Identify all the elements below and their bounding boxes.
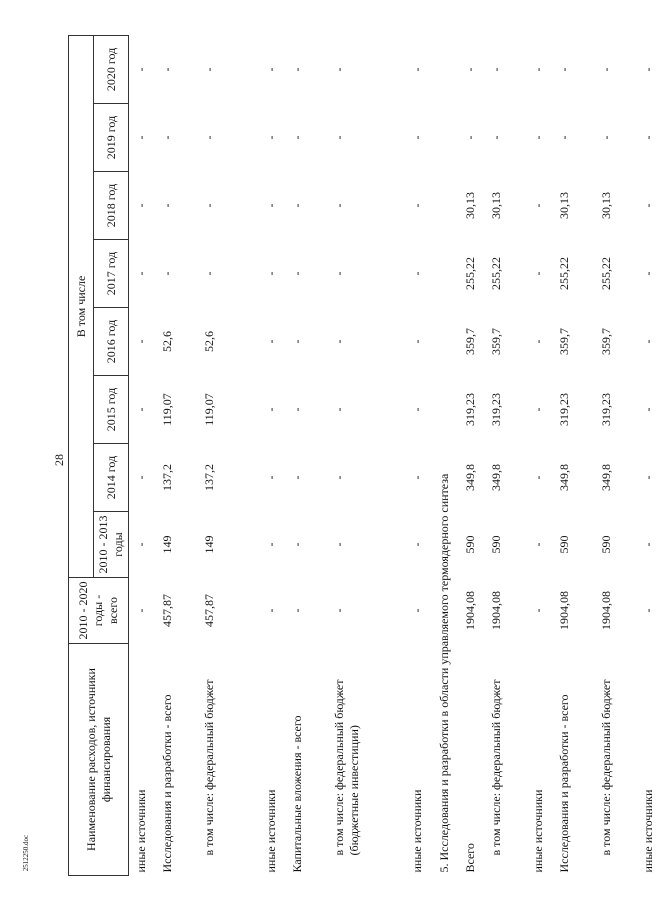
table-row	[526, 35, 552, 875]
cell-value: -	[488, 67, 503, 72]
cell-value: 137,2	[159, 464, 174, 491]
cell-value: -	[640, 271, 655, 276]
cell-value: -	[263, 271, 278, 276]
cell-value: -	[289, 135, 304, 140]
cell-value: -	[331, 608, 346, 613]
cell-value: -	[201, 271, 216, 276]
cell-value: -	[409, 135, 424, 140]
table-row	[552, 35, 594, 875]
cell-value: -	[331, 135, 346, 140]
cell-value: -	[201, 67, 216, 72]
cell-value: -	[134, 339, 148, 344]
table-row	[594, 35, 636, 875]
header-year-2014: 2014 год	[94, 444, 129, 512]
cell-value: 349,8	[488, 464, 503, 491]
cell-value: 255,22	[556, 257, 571, 290]
cell-value: -	[134, 475, 148, 480]
row-label: в том числе: федеральный бюджет	[488, 679, 503, 856]
header-year-2017: 2017 год	[94, 240, 129, 308]
row-label: иные источники	[263, 789, 278, 873]
cell-value: -	[640, 608, 655, 613]
cell-value: 1904,08	[598, 591, 613, 630]
cell-value: -	[640, 542, 655, 547]
row-label: в том числе: федеральный бюджет (бюджетные инвестиции)	[331, 679, 361, 856]
cell-value: 1904,08	[462, 591, 477, 630]
cell-value: -	[640, 407, 655, 412]
cell-value: -	[263, 475, 278, 480]
cell-value: -	[289, 542, 304, 547]
header-year-2015: 2015 год	[94, 376, 129, 444]
cell-value: -	[289, 475, 304, 480]
cell-value: -	[409, 203, 424, 208]
section-title: 5. Исследования и разработки в области управляемого термоядерного синтеза	[436, 473, 451, 873]
table-row	[405, 35, 431, 875]
cell-value: -	[159, 203, 174, 208]
row-label: Капитальные вложения - всего	[289, 715, 304, 873]
cell-value: 359,7	[462, 328, 477, 355]
cell-value: -	[409, 271, 424, 276]
cell-value: -	[409, 475, 424, 480]
rotated-table-container	[68, 36, 655, 876]
cell-value: -	[331, 339, 346, 344]
cell-value: 30,13	[556, 192, 571, 219]
cell-value: -	[263, 67, 278, 72]
cell-value: 319,23	[556, 393, 571, 426]
table-header	[69, 35, 129, 875]
cell-value: -	[462, 135, 477, 140]
table-row	[636, 35, 662, 875]
header-year-2016: 2016 год	[94, 308, 129, 376]
cell-value: -	[134, 67, 148, 72]
cell-value: -	[134, 608, 148, 613]
cell-value: -	[331, 203, 346, 208]
cell-value: -	[409, 339, 424, 344]
cell-value: 52,6	[201, 331, 216, 352]
cell-value: -	[530, 135, 545, 140]
cell-value: -	[263, 339, 278, 344]
header-year-2020: 2020 год	[94, 35, 129, 103]
cell-value: -	[598, 135, 613, 140]
header-2010-2013: 2010 - 2013 годы	[94, 512, 129, 578]
cell-value: -	[488, 135, 503, 140]
cell-value: 137,2	[201, 464, 216, 491]
cell-value: -	[598, 67, 613, 72]
row-label: иные источники	[530, 789, 545, 873]
cell-value: -	[289, 608, 304, 613]
row-label: в том числе: федеральный бюджет	[598, 679, 613, 856]
cell-value: 359,7	[556, 328, 571, 355]
cell-value: 119,07	[201, 393, 216, 426]
cell-value: 349,8	[598, 464, 613, 491]
cell-value: -	[530, 271, 545, 276]
cell-value: -	[530, 608, 545, 613]
cell-value: 255,22	[462, 257, 477, 290]
cell-value: 359,7	[598, 328, 613, 355]
cell-value: -	[556, 135, 571, 140]
table-row	[197, 35, 259, 875]
cell-value: -	[263, 608, 278, 613]
cell-value: 319,23	[598, 393, 613, 426]
cell-value: 30,13	[462, 192, 477, 219]
table-row	[259, 35, 285, 875]
cell-value: 30,13	[488, 192, 503, 219]
cell-value: -	[289, 407, 304, 412]
header-total: 2010 - 2020 годы - всего	[69, 578, 129, 644]
header-year-2019: 2019 год	[94, 104, 129, 172]
cell-value: 349,8	[556, 464, 571, 491]
cell-value: 359,7	[488, 328, 503, 355]
cell-value: -	[134, 135, 148, 140]
cell-value: 30,13	[598, 192, 613, 219]
cell-value: -	[289, 271, 304, 276]
section-row	[431, 35, 458, 875]
cell-value: -	[640, 339, 655, 344]
financing-table	[68, 35, 662, 876]
cell-value: 1904,08	[556, 591, 571, 630]
document-code: 2512250.doc	[22, 834, 30, 872]
cell-value: 319,23	[488, 393, 503, 426]
header-row-1	[69, 35, 94, 875]
cell-value: -	[134, 407, 148, 412]
cell-value: -	[201, 203, 216, 208]
cell-value: -	[134, 542, 148, 547]
cell-value: 52,6	[159, 331, 174, 352]
cell-value: 590	[598, 535, 613, 554]
row-label: в том числе: федеральный бюджет	[201, 679, 216, 856]
cell-value: 255,22	[598, 257, 613, 290]
cell-value: 255,22	[488, 257, 503, 290]
cell-value: -	[530, 339, 545, 344]
header-name: Наименование расходов, источники финансирования	[69, 644, 129, 876]
cell-value: -	[159, 135, 174, 140]
table-row	[458, 35, 484, 875]
cell-value: -	[201, 135, 216, 140]
cell-value: 349,8	[462, 464, 477, 491]
row-label: иные источники	[409, 789, 424, 873]
cell-value: -	[263, 542, 278, 547]
cell-value: 319,23	[462, 393, 477, 426]
cell-value: 457,87	[159, 594, 174, 627]
cell-value: -	[331, 475, 346, 480]
row-label: Исследования и разработки - всего	[556, 694, 571, 873]
cell-value: -	[134, 203, 148, 208]
cell-value: -	[409, 67, 424, 72]
row-label: Всего	[462, 843, 477, 873]
cell-value: -	[462, 67, 477, 72]
cell-value: -	[640, 135, 655, 140]
cell-value: -	[289, 67, 304, 72]
cell-value: -	[263, 203, 278, 208]
page-number: 28	[52, 454, 66, 466]
cell-value: 590	[556, 535, 571, 554]
cell-value: -	[263, 407, 278, 412]
cell-value: -	[289, 339, 304, 344]
cell-value: -	[640, 67, 655, 72]
cell-value: -	[159, 271, 174, 276]
cell-value: -	[263, 135, 278, 140]
row-label: иные источники	[640, 789, 655, 873]
cell-value: -	[331, 67, 346, 72]
cell-value: 149	[201, 535, 216, 554]
table-row	[327, 35, 405, 875]
table-row	[484, 35, 526, 875]
table-row	[285, 35, 327, 875]
cell-value: -	[530, 203, 545, 208]
cell-value: -	[331, 271, 346, 276]
header-year-2018: 2018 год	[94, 172, 129, 240]
cell-value: -	[530, 475, 545, 480]
cell-value: -	[409, 407, 424, 412]
cell-value: -	[530, 542, 545, 547]
cell-value: -	[331, 407, 346, 412]
header-group: В том числе	[69, 35, 94, 577]
cell-value: 149	[159, 535, 174, 554]
cell-value: 1904,08	[488, 591, 503, 630]
cell-value: -	[640, 203, 655, 208]
cell-value: 590	[488, 535, 503, 554]
row-label: иные источники	[134, 789, 148, 873]
cell-value: -	[409, 542, 424, 547]
row-label: Исследования и разработки - всего	[159, 694, 174, 873]
cell-value: 590	[462, 535, 477, 554]
cell-value: -	[134, 271, 148, 276]
cell-value: -	[159, 67, 174, 72]
cell-value: -	[640, 475, 655, 480]
cell-value: 119,07	[159, 393, 174, 426]
cell-value: -	[409, 608, 424, 613]
cell-value: -	[289, 203, 304, 208]
cell-value: -	[530, 407, 545, 412]
table-row	[129, 35, 155, 875]
cell-value: -	[556, 67, 571, 72]
cell-value: -	[331, 542, 346, 547]
cell-value: 457,87	[201, 594, 216, 627]
table-body	[129, 35, 662, 875]
cell-value: -	[530, 67, 545, 72]
table-row	[155, 35, 197, 875]
